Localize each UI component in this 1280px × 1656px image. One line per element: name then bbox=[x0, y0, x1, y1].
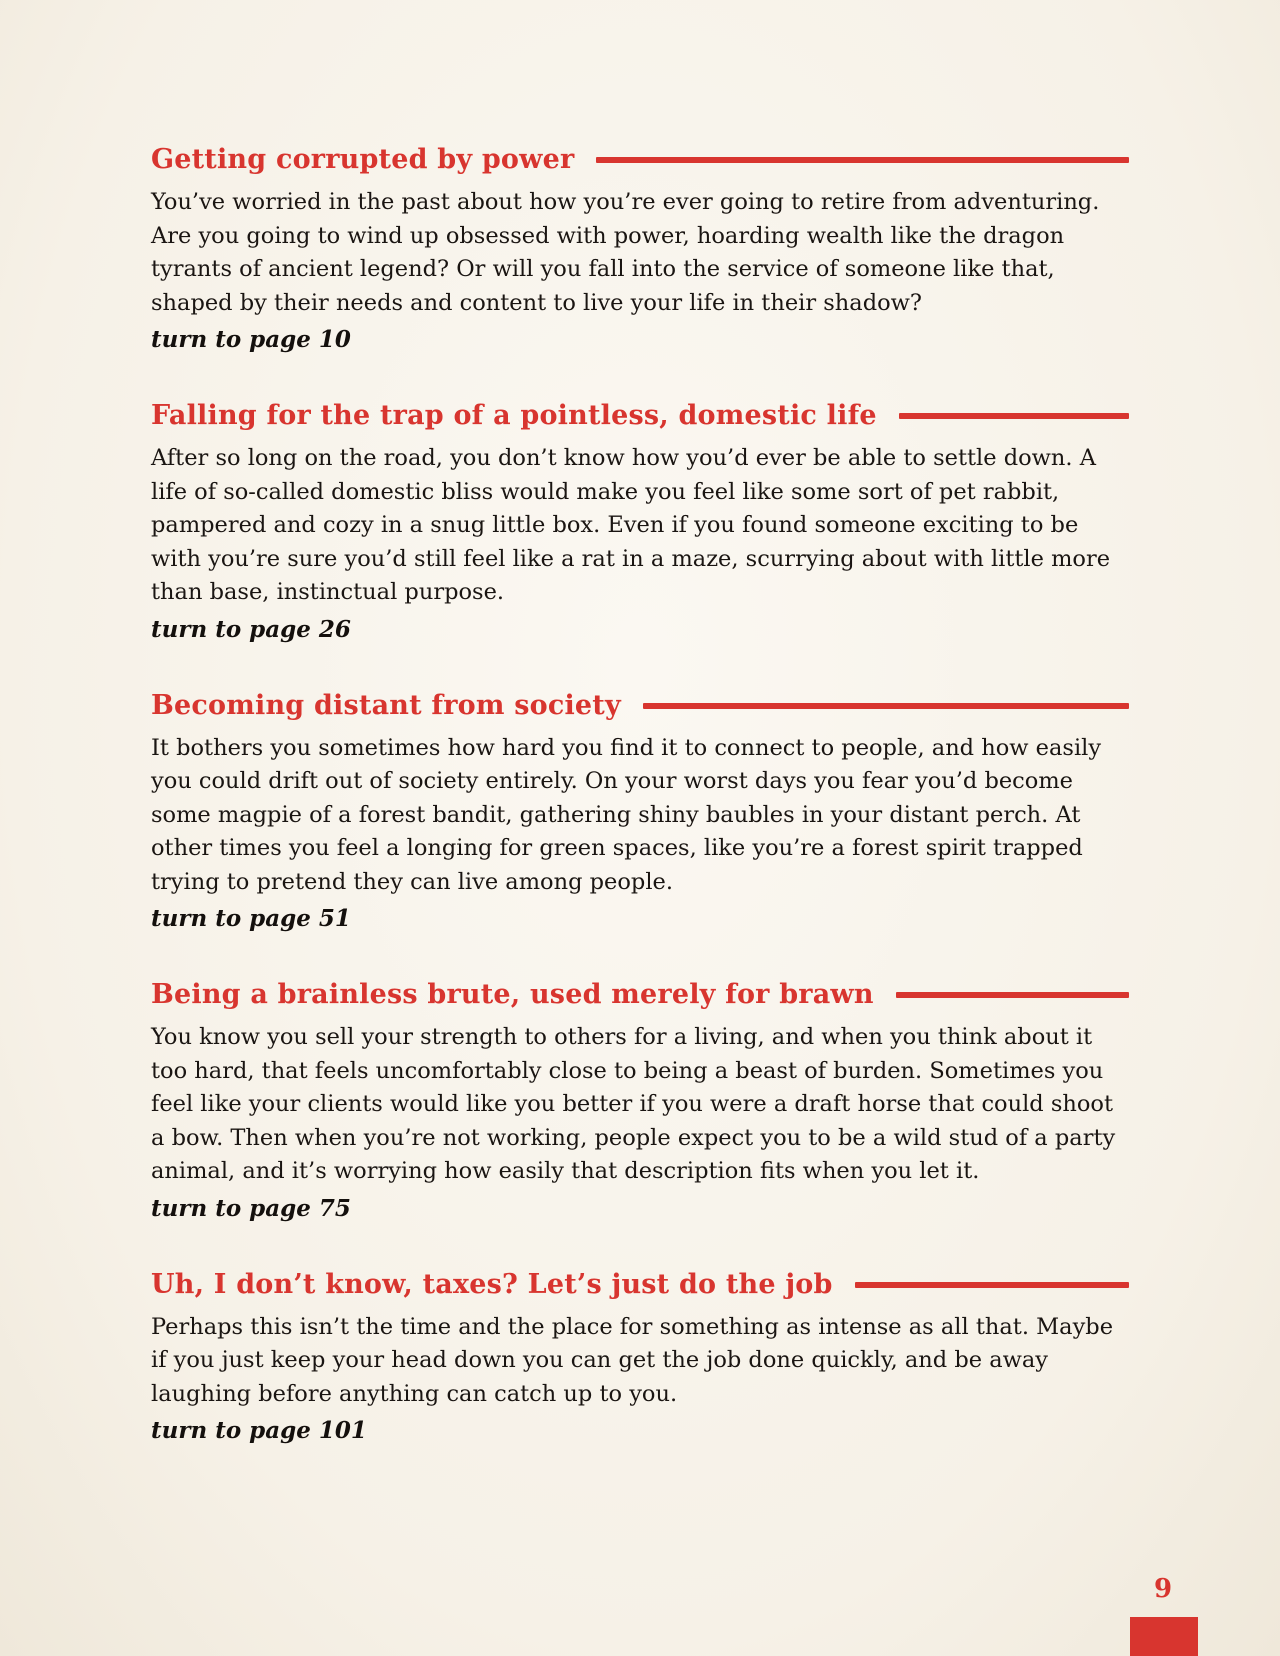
heading-rule bbox=[596, 157, 1129, 163]
section-heading: Getting corrupted by power bbox=[151, 144, 575, 175]
section-body: You’ve worried in the past about how you’re ever going to retire from adventuring. Are you going to wind up obsessed with power, hoarding wealth like the dragon tyrants of ancient legend? Or will you fall into the service of someone like that, shaped by their needs and content to live your life in their shadow? bbox=[151, 189, 1100, 316]
section-heading: Becoming distant from society bbox=[151, 689, 621, 721]
turn-to-page-link[interactable]: turn to page 101 bbox=[151, 1417, 367, 1444]
section-body: After so long on the road, you don’t know how you’d ever be able to settle down. A life of so-called domestic bliss would make you feel like some sort of pet rabbit, pampered and cozy in a snug little box. Even if you found someone exciting to be with you’re sure you’d still feel like a rat in a maze, scurrying about with little more than base, instinctual purpose. bbox=[151, 445, 1111, 605]
section-body: You know you sell your strength to others for a living, and when you think about it too hard, that feels uncomfortably close to being a beast of burden. Sometimes you feel like your clients would like you better if you were a draft horse that could shoot a bow. Then when you’re not working, people expect you to be a wild stud of a party animal, and it’s worrying how easily that description fits when you let it. bbox=[151, 1024, 1116, 1184]
section-heading: Uh, I don’t know, taxes? Let’s just do the job bbox=[151, 1268, 833, 1300]
turn-to-page-link[interactable]: turn to page 26 bbox=[151, 615, 351, 643]
turn-to-page-link[interactable]: turn to page 51 bbox=[151, 905, 351, 932]
section-heading-row bbox=[151, 686, 1129, 726]
section-heading: Being a brainless brute, used merely for brawn bbox=[151, 979, 874, 1010]
section-heading-row bbox=[151, 140, 1129, 180]
section-corrupted-by-power bbox=[151, 140, 1129, 358]
section-body: It bothers you sometimes how hard you find it to connect to people, and how easily you could drift out of society entirely. On your worst days you fear you’d become some magpie of a forest bandit, gathering shiny baubles in your distant perch. At other times you feel a longing for green spaces, like you’re a forest spirit trapped trying to pretend they can live among people. bbox=[151, 734, 1102, 895]
section-just-do-the-job bbox=[151, 1265, 1129, 1450]
heading-rule bbox=[855, 1282, 1129, 1288]
section-heading-row bbox=[151, 975, 1129, 1015]
section-domestic-life bbox=[151, 396, 1129, 648]
section-body: Perhaps this isn’t the time and the place for something as intense as all that. Maybe if you just keep your head down you can get the job done quickly, and be away laughing before anything can catch up to you. bbox=[151, 1313, 1114, 1407]
heading-rule bbox=[896, 992, 1129, 998]
turn-to-page-link[interactable]: turn to page 10 bbox=[151, 326, 351, 353]
page-tab-marker bbox=[1130, 1617, 1198, 1656]
section-heading: Falling for the trap of a pointless, domestic life bbox=[151, 400, 877, 431]
section-heading-row bbox=[151, 396, 1129, 436]
page-content bbox=[151, 140, 1129, 1487]
heading-rule bbox=[643, 703, 1129, 709]
page-number: 9 bbox=[1153, 1574, 1173, 1604]
section-distant-from-society bbox=[151, 686, 1129, 938]
section-brainless-brute bbox=[151, 975, 1129, 1227]
section-heading-row bbox=[151, 1265, 1129, 1305]
heading-rule bbox=[899, 413, 1129, 419]
turn-to-page-link[interactable]: turn to page 75 bbox=[151, 1194, 351, 1222]
